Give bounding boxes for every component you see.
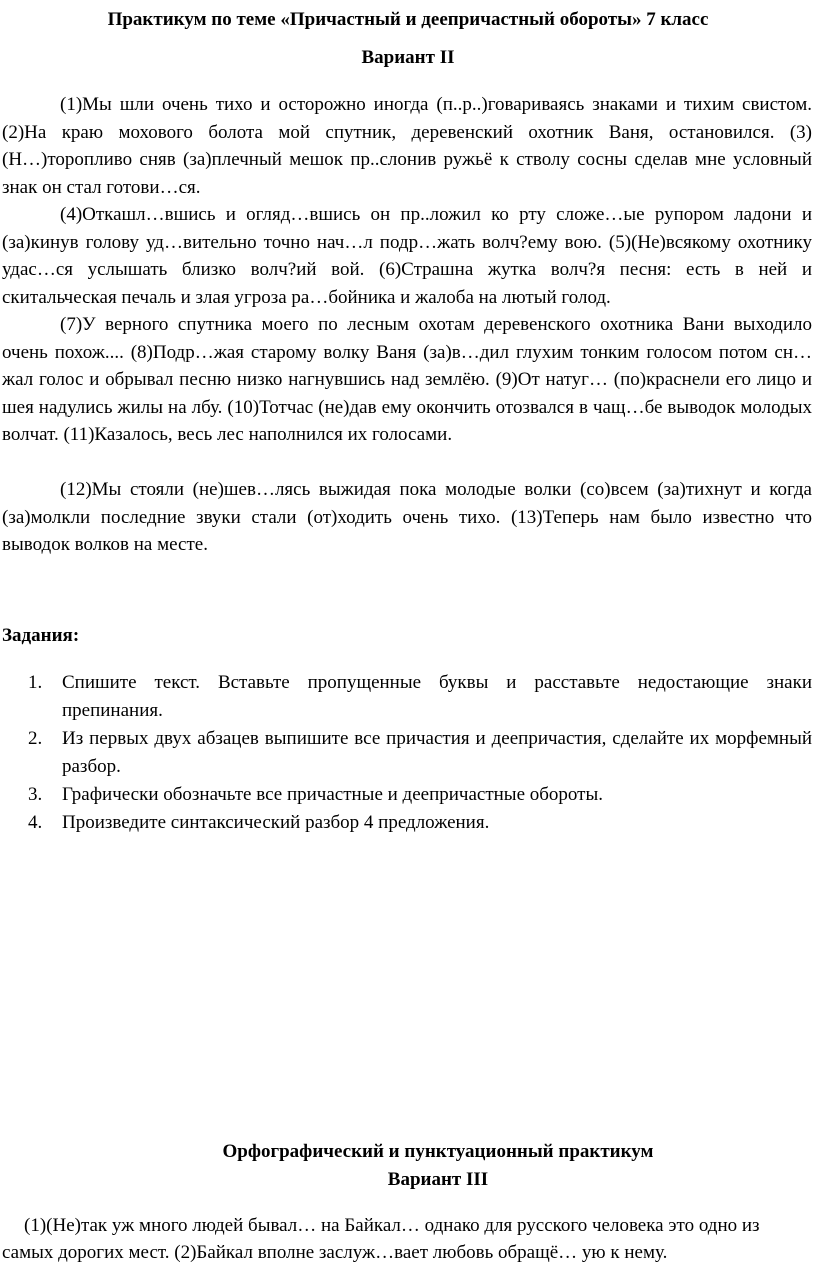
- section2-paragraph: (1)(Не)так уж много людей бывал… на Байкал… однако для русского человека это одно из самых дорогих мест. (2)Байкал вполне заслуж…вает любовь обращё… ую к нему.: [2, 1215, 760, 1263]
- task-item: [28, 669, 812, 724]
- section2-title: Орфографический и пунктуационный практикум: [222, 1141, 654, 1162]
- paragraph-4: (12)Мы стояли (не)шев…лясь выжидая пока молодые волки (со)всем (за)тихнут и когда (за)молкли последние звуки стали (от)ходить очень тихо. (13)Теперь нам было известно что выводок волков на месте.: [2, 479, 812, 555]
- task-text: Из первых двух абзацев выпишите все причастия и деепричастия, сделайте их морфемный разбор.: [62, 728, 812, 777]
- paragraph-3: (7)У верного спутника моего по лесным охотам деревенского охотника Вани выходило очень похож.... (8)Подр…жая старому волку Ваня (за)в…дил глухим тонким голосом потом сн…жал голос и обрывал песню низко нагнувшись над землёю. (9)От натуг… (по)краснели его лицо и шея надулись жилы на лбу. (10)Тотчас (не)дав ему окончить отозвался в чащ…бе выводок молодых волчат. (11)Казалось, весь лес наполнился их голосами.: [2, 314, 812, 445]
- section2-variant: Вариант III: [387, 1169, 489, 1190]
- task-item: [28, 725, 812, 780]
- tasks-heading: Задания:: [2, 625, 80, 646]
- task-text: Графически обозначьте все причастные и деепричастные обороты.: [62, 784, 603, 805]
- variant-label: Вариант II: [361, 47, 455, 68]
- task-number: 2.: [28, 728, 43, 749]
- task-item: [28, 781, 812, 809]
- task-text: Спишите текст. Вставьте пропущенные буквы и расставьте недостающие знаки препинания.: [62, 672, 812, 721]
- task-item: [28, 809, 812, 837]
- task-number: 3.: [28, 784, 43, 805]
- page-title: Практикум по теме «Причастный и деепричастный обороты» 7 класс: [107, 9, 709, 30]
- task-number: 4.: [28, 812, 43, 833]
- task-number: 1.: [28, 672, 43, 693]
- paragraph-1: (1)Мы шли очень тихо и осторожно иногда (п..р..)говариваясь знаками и тихим свистом. (2)На краю мохового болота мой спутник, деревенский охотник Ваня, остановился. (3)(Н…)торопливо сняв (за)плечный мешок пр..слонив ружьё к стволу сосны сделав мне условный знак он стал готови…ся.: [2, 94, 812, 198]
- paragraph-2: (4)Откашл…вшись и огляд…вшись он пр..ложил ко рту сложе…ые рупором ладони и (за)кинув голову уд…вительно точно нач…л подр…жать волч?ему вою. (5)(Не)всякому охотнику удас…ся услышать близко волч?ий вой. (6)Страшна жутка волч?я песня: есть в ней и скитальческая печаль и злая угроза ра…бойника и жалоба на лютый голод.: [2, 204, 812, 308]
- task-text: Произведите синтаксический разбор 4 предложения.: [62, 812, 490, 833]
